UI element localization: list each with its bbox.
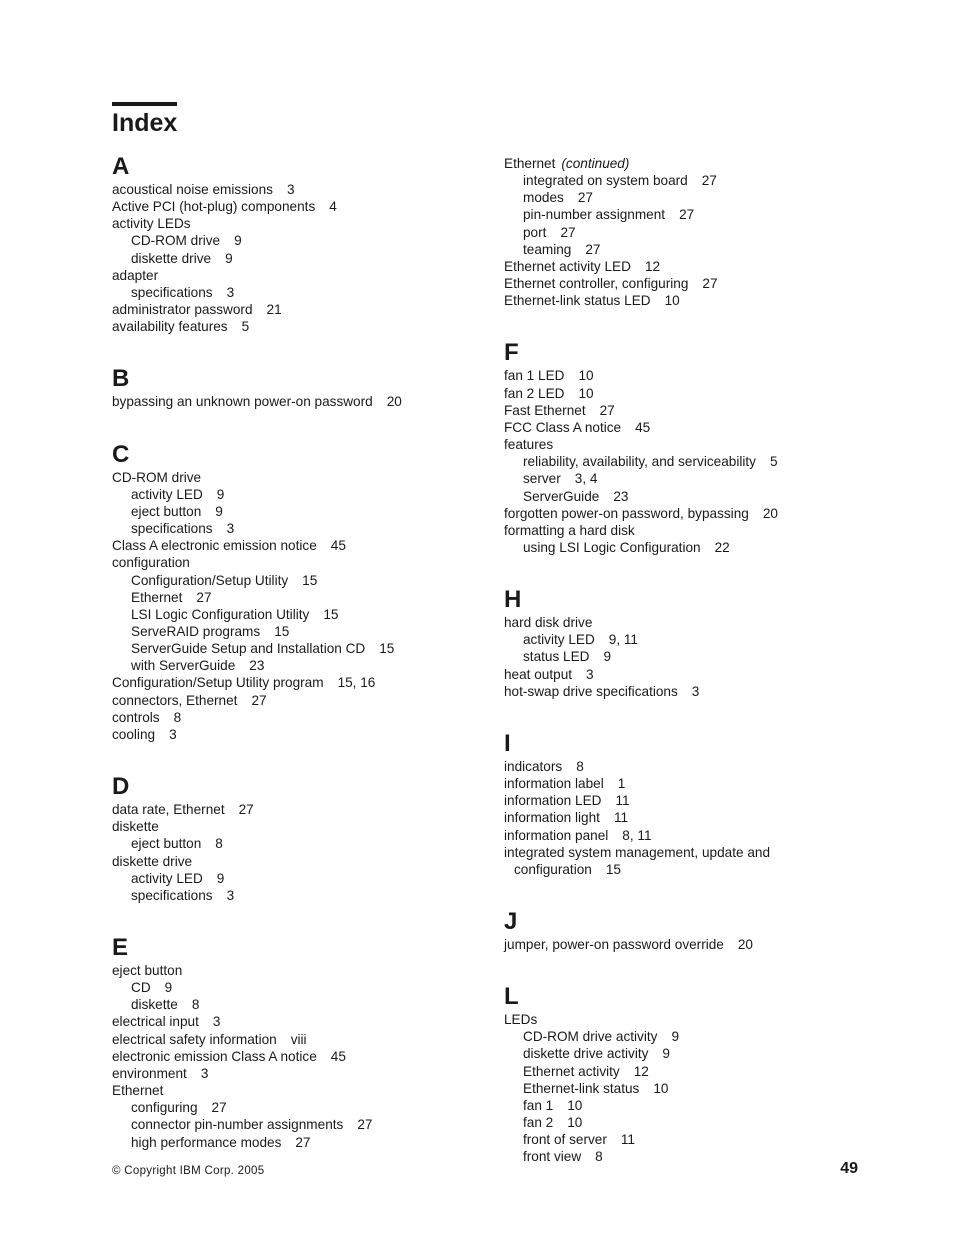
entry-term: activity LED [131,870,203,886]
index-entry [504,436,844,453]
index-entry [504,258,844,275]
entry-term: environment [112,1065,187,1081]
index-subentry [112,640,442,657]
index-entry [504,809,844,826]
entry-term: ServeRAID programs [131,623,261,639]
entry-term: acoustical noise emissions [112,182,273,197]
entry-term: front view [523,1149,582,1165]
section-letter: F [504,339,519,367]
section-letter: I [504,729,511,757]
page-reference: 10 [664,293,680,309]
entry-term: cooling [112,726,156,742]
index-entry [112,181,442,198]
index-entry [112,198,442,215]
entry-term: adapter [112,267,159,283]
entry-term: bypassing an unknown power-on password [112,394,373,410]
index-subentry [112,232,442,249]
continued-note: (continued) [561,156,630,171]
page-reference: 20 [737,937,753,952]
entry-term: integrated on system board [523,173,688,189]
index-entry [112,1065,442,1082]
entry-term: Ethernet-link status LED [504,293,651,309]
entry-term: features [504,437,554,453]
page-reference: 27 [196,589,212,605]
page-title: Index [112,109,178,137]
index-subentry [504,1063,844,1080]
page-reference: 11 [615,793,630,809]
page-reference: 15 [379,641,395,657]
section-letter: D [112,773,130,801]
page-reference: 8 [215,836,223,852]
page-reference: 45 [330,538,346,554]
page-reference: 45 [635,419,651,435]
entry-term: eject button [131,503,202,519]
entry-term: configuring [131,1100,198,1116]
entry-term: port [523,224,547,240]
entry-term: Configuration/Setup Utility [131,572,289,588]
page-reference: 9 [671,1029,679,1045]
index-subentry [504,1080,844,1097]
page-reference: 27 [357,1117,373,1133]
index-subentry [112,996,442,1013]
index-entry [112,318,442,335]
index-section [504,983,844,1165]
page-reference: 9 [215,503,223,519]
index-entry [112,393,442,410]
index-entry [504,666,844,683]
section-letter: B [112,365,130,393]
index-subentry [112,623,442,640]
index-entry [504,683,844,700]
entry-term: reliability, availability, and serviceability [523,454,756,470]
entry-term: integrated system management, update and [504,844,771,860]
entry-term: electrical input [112,1014,199,1030]
page-reference: 10 [567,1115,583,1131]
index-subentry [504,241,844,258]
entry-term: forgotten power-on password, bypassing [504,505,749,521]
entry-term: specifications [131,887,213,903]
page-reference: 9 [216,870,225,886]
index-subentry [504,206,844,223]
page-reference: 8 [173,709,182,725]
page-reference: 15 [274,623,290,639]
entry-term: jumper, power-on password override [504,937,724,952]
entry-term: Ethernet-link status [523,1080,640,1096]
index-entry [112,1048,442,1065]
index-entry [112,554,442,571]
index-subentry [112,589,442,606]
index-section [504,339,844,556]
page-reference: 3 [226,521,235,537]
entry-term: status LED [523,649,590,665]
entry-term: controls [112,709,160,725]
section-letter: C [112,440,130,468]
page-reference: 15 [302,572,318,588]
entry-term: configuration [112,555,190,571]
page-reference: 5 [769,454,778,470]
entry-term: information label [504,776,604,792]
page-reference: 11 [620,1132,635,1148]
entry-term: Ethernet activity LED [504,258,631,274]
page-reference: 27 [679,207,695,223]
index-subentry [504,224,844,241]
index-subentry [112,1134,442,1151]
copyright-notice: © Copyright IBM Corp. 2005 [112,1165,265,1177]
index-section [112,153,442,335]
index-entry [504,1011,844,1028]
index-subentry [112,887,442,904]
section-letter: E [112,934,129,961]
entry-term: pin-number assignment [523,207,666,223]
entry-term: teaming [523,241,572,257]
index-entry [112,1013,442,1030]
entry-term: specifications [131,521,213,537]
index-subentry [504,1028,844,1045]
index-subentry [112,503,442,520]
page-number: 49 [840,1160,858,1177]
entry-term: Fast Ethernet [504,402,586,418]
index-section [112,773,442,904]
entry-term: ServerGuide Setup and Installation CD [131,641,366,657]
title-rule [112,102,177,106]
page-reference: viii [290,1031,307,1047]
entry-term: Ethernet controller, configuring [504,276,689,292]
entry-term: FCC Class A notice [504,419,622,435]
entry-term: CD [131,980,151,996]
page-reference: 12 [644,258,661,274]
index-subentry [112,1099,442,1116]
index-subentry [504,172,844,189]
index-subentry [112,657,442,674]
index-entry [504,275,844,292]
entry-term: activity LED [131,486,203,502]
page-reference: 27 [702,276,718,292]
entry-term: activity LEDs [112,216,191,232]
entry-term: hard disk drive [504,615,593,631]
entry-term: Configuration/Setup Utility program [112,675,324,691]
index-entry [112,1031,442,1048]
index-entry [112,469,442,486]
entry-term: LSI Logic Configuration Utility [131,606,310,622]
page-reference: 9 [216,486,225,502]
index-entry [112,801,442,818]
index-entry [504,367,844,384]
index-subentry [504,1097,844,1114]
index-entry [504,844,844,861]
entry-term: eject button [112,963,183,978]
page-reference: 3 [691,683,700,699]
page-reference: 8 [191,997,200,1013]
index-entry [112,962,442,979]
page-reference: 27 [585,241,601,257]
index-entry [112,674,442,691]
entry-term: Class A electronic emission notice [112,538,317,554]
index-subentry [504,470,844,487]
entry-term: Ethernet [131,589,183,605]
entry-term: Ethernet [504,156,556,171]
page-reference: 15, 16 [337,675,376,691]
entry-term: fan 2 LED [504,385,565,401]
section-letter: A [112,153,130,180]
entry-term: administrator password [112,302,253,318]
index-column-right [504,155,844,1166]
page-reference: 15 [605,861,621,877]
index-entry [112,215,442,232]
page-reference: 27 [701,173,717,189]
entry-term: activity LED [523,632,595,648]
entry-term: hot-swap drive specifications [504,683,678,699]
entry-term: diskette [131,997,178,1013]
entry-term: CD-ROM drive [112,469,202,485]
entry-term: with ServerGuide [131,658,236,674]
index-entry [504,775,844,792]
page-reference: 20 [762,505,778,521]
index-subentry [112,250,442,267]
page-reference: 21 [266,302,282,318]
page-reference: 9 [603,649,612,665]
index-entry [504,292,844,309]
entry-term: information panel [504,827,609,843]
index-subentry [504,453,844,470]
page-reference: 9 [662,1046,670,1062]
page-reference: 9 [225,250,233,266]
page-reference: 27 [211,1100,227,1116]
index-subentry [504,488,844,505]
index-column-left [112,153,442,1151]
index-subentry [112,520,442,537]
index-entry [504,758,844,775]
entry-term: eject button [131,836,202,852]
entry-term: configuration [514,861,592,877]
index-subentry [504,861,844,878]
index-subentry [504,189,844,206]
index-section [504,155,844,309]
entry-term: indicators [504,758,563,774]
page-reference: 5 [241,319,250,335]
index-subentry [504,1114,844,1131]
entry-term: diskette drive [112,853,193,869]
index-entry [504,827,844,844]
page-reference: 27 [599,402,615,418]
index-section [504,908,844,953]
page-reference: 10 [653,1080,669,1096]
index-subentry [504,1148,844,1165]
page-reference: 27 [238,802,254,818]
entry-term: server [523,471,561,487]
index-subentry [112,486,442,503]
entry-term: electronic emission Class A notice [112,1048,317,1064]
entry-term: CD-ROM drive activity [523,1029,658,1045]
page-reference: 3 [169,726,177,742]
page-reference: 1 [617,776,626,792]
entry-term: CD-ROM drive [131,233,221,249]
index-subentry [504,1045,844,1062]
entry-term: information LED [504,793,602,809]
page-reference: 9, 11 [608,632,638,648]
index-entry [112,726,442,743]
page-reference: 3 [212,1014,221,1030]
page-reference: 4 [329,199,337,215]
page-reference: 3 [226,887,235,903]
index-section [112,934,442,1151]
page-reference: 15 [323,606,339,622]
entry-term: connectors, Ethernet [112,692,238,708]
index-entry [112,853,442,870]
index-subentry [112,1116,442,1133]
page-reference: 3 [226,284,235,300]
page-reference: 11 [613,810,629,826]
entry-term: fan 1 [523,1097,554,1113]
page-reference: 27 [251,692,267,708]
entry-term: diskette drive activity [523,1046,649,1062]
index-section [504,730,844,878]
entry-term: availability features [112,319,228,335]
page-reference: 3 [200,1065,209,1081]
index-subentry [112,572,442,589]
page-reference: 3, 4 [574,471,598,487]
index-subentry [504,539,844,556]
index-entry [504,792,844,809]
entry-term: front of server [523,1132,607,1148]
entry-term: Ethernet [112,1083,164,1099]
page-reference: 12 [633,1063,649,1079]
page-reference: 27 [560,224,576,240]
entry-term: modes [523,190,564,206]
entry-term: electrical safety information [112,1031,277,1047]
index-section [504,586,844,700]
index-subentry [112,870,442,887]
index-entry [112,267,442,284]
entry-term: connector pin-number assignments [131,1117,344,1133]
entry-term: heat output [504,666,573,682]
index-subentry [504,1131,844,1148]
page-reference: 10 [567,1097,583,1113]
page-reference: 45 [330,1048,346,1064]
entry-term: high performance modes [131,1134,282,1150]
page-reference: 23 [249,658,265,674]
page-reference: 22 [714,539,730,555]
section-letter: H [504,586,522,614]
index-entry [112,1082,442,1099]
index-entry [504,936,844,953]
entry-term: Active PCI (hot-plug) components [112,199,316,215]
index-section [112,441,442,744]
index-entry [112,692,442,709]
index-entry [504,522,844,539]
index-subentry [504,648,844,665]
entry-term: fan 2 [523,1115,554,1131]
index-entry [112,709,442,726]
index-entry [504,614,844,631]
index-entry [504,385,844,402]
entry-term: fan 1 LED [504,368,565,384]
index-subentry [112,835,442,852]
page-reference: 10 [578,385,594,401]
page-reference: 8 [595,1149,603,1165]
page-reference: 8 [576,758,584,774]
index-entry [112,301,442,318]
index-section [112,365,442,410]
page-reference: 23 [613,488,629,504]
page-reference: 8, 11 [622,827,652,843]
entry-term: LEDs [504,1012,538,1028]
page-reference: 10 [578,368,594,384]
page-reference: 3 [286,182,295,197]
entry-term: Ethernet activity [523,1063,620,1079]
index-subentry [504,631,844,648]
index-entry [504,419,844,436]
page-reference: 9 [234,233,242,249]
section-letter: J [504,908,518,935]
page-reference: 27 [577,190,593,206]
page-reference: 27 [295,1134,311,1150]
entry-term: information light [504,810,600,826]
entry-term: ServerGuide [523,488,600,504]
page-reference: 3 [586,666,594,682]
index-entry [112,537,442,554]
page-reference: 20 [386,394,402,410]
entry-term: diskette [112,819,159,835]
index-subentry [112,606,442,623]
index-entry [112,818,442,835]
entry-term: specifications [131,284,213,300]
index-entry [504,402,844,419]
entry-term: formatting a hard disk [504,522,635,538]
index-entry [504,155,844,172]
section-letter: L [504,983,519,1011]
page-reference: 9 [164,980,173,996]
index-subentry [112,979,442,996]
index-subentry [112,284,442,301]
entry-term: diskette drive [131,250,212,266]
entry-term: data rate, Ethernet [112,802,225,818]
entry-term: using LSI Logic Configuration [523,539,701,555]
index-entry [504,505,844,522]
